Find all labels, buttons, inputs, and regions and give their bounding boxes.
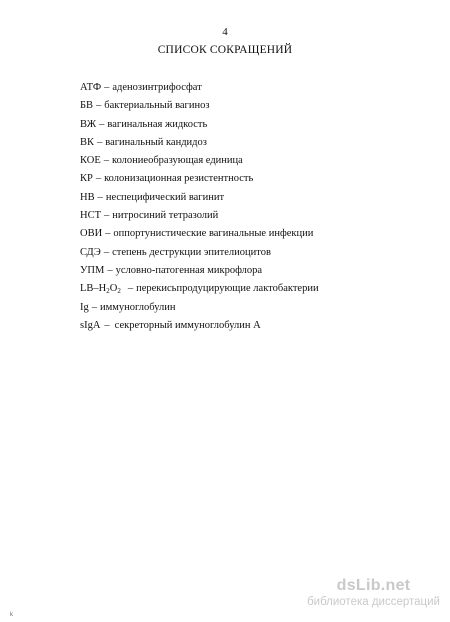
separator: – [91,301,97,313]
abbreviation-definition: колонизационная резистентность [104,173,254,185]
abbreviation-term: ВЖ [80,118,97,130]
abbreviation-term: БВ [80,100,94,112]
abbreviation-definition: оппортунистические вагинальные инфекции [113,228,314,240]
abbreviation-item [80,280,319,298]
subscript: 2 [106,287,110,296]
abbreviation-definition: аденозинтрифосфат [112,82,202,93]
watermark-logo: dsLib.net [336,577,411,594]
abbreviation-definition: нитросиний тетразолий [112,210,219,222]
abbreviation-definition: вагинальный кандидоз [105,136,207,148]
abbreviation-item [80,207,319,225]
abbreviation-term: НСТ [80,210,101,222]
separator: – [95,173,102,185]
abbreviation-term: НВ [80,191,95,203]
page-number: 4 [222,26,228,38]
term-part: LB–H [80,283,107,295]
separator: – [97,136,103,148]
term-part: O [109,283,118,295]
separator: – [104,210,110,222]
abbreviation-item [80,317,319,335]
abbreviation-item [80,170,319,188]
abbreviation-item [80,116,319,134]
subscript: 2 [117,287,121,296]
abbreviation-item [80,225,319,243]
abbreviation-definition: степень деструкции эпителиоцитов [112,246,271,258]
abbreviation-term: ВК [80,136,95,148]
abbreviation-term: АТФ [80,82,102,93]
abbreviation-term: Ig [80,301,89,313]
abbreviation-term: КОЕ [80,155,101,167]
abbreviation-term: УПМ [80,264,105,276]
page-title: СПИСОК СОКРАЩЕНИЙ [157,44,293,56]
abbreviation-definition: вагинальная жидкость [107,118,208,130]
separator: – [104,82,110,93]
abbreviation-item [80,299,319,317]
abbreviation-term: sIgA [80,319,101,331]
separator: – [97,191,103,203]
watermark-tagline: библиотека диссертаций [307,596,440,608]
separator: – [99,118,105,130]
abbreviation-definition: перекисьпродуцирующие лактобактерии [136,283,319,295]
separator: – [107,264,113,276]
separator: – [105,228,111,240]
abbreviation-definition: секреторный иммуноглобулин А [114,319,261,331]
watermark [307,577,440,609]
abbreviation-definition: бактериальный вагиноз [104,100,210,112]
abbreviation-definition: иммуноглобулин [100,301,176,313]
abbreviation-term: ОВИ [80,228,103,240]
abbreviation-definition: неспецифический вагинит [105,191,225,203]
abbreviation-item [80,244,319,262]
abbreviation-term [80,283,121,294]
corner-mark: k [10,612,13,618]
separator: – [103,246,110,258]
abbreviation-item [80,262,319,280]
abbreviation-term: СДЭ [80,246,101,258]
abbreviation-definition: колониеобразующая единица [112,155,243,167]
abbreviation-item [80,189,319,207]
separator: – [104,319,110,331]
abbreviation-item [80,134,319,152]
abbreviation-item [80,152,319,170]
abbreviation-term: КР [80,173,93,185]
abbreviation-definition: условно-патогенная микрофлора [115,264,263,276]
abbreviation-item [80,97,319,115]
abbreviation-item [80,79,319,97]
separator: – [103,155,109,167]
abbreviation-list [80,79,319,335]
separator: – [127,283,134,295]
separator: – [96,100,102,112]
